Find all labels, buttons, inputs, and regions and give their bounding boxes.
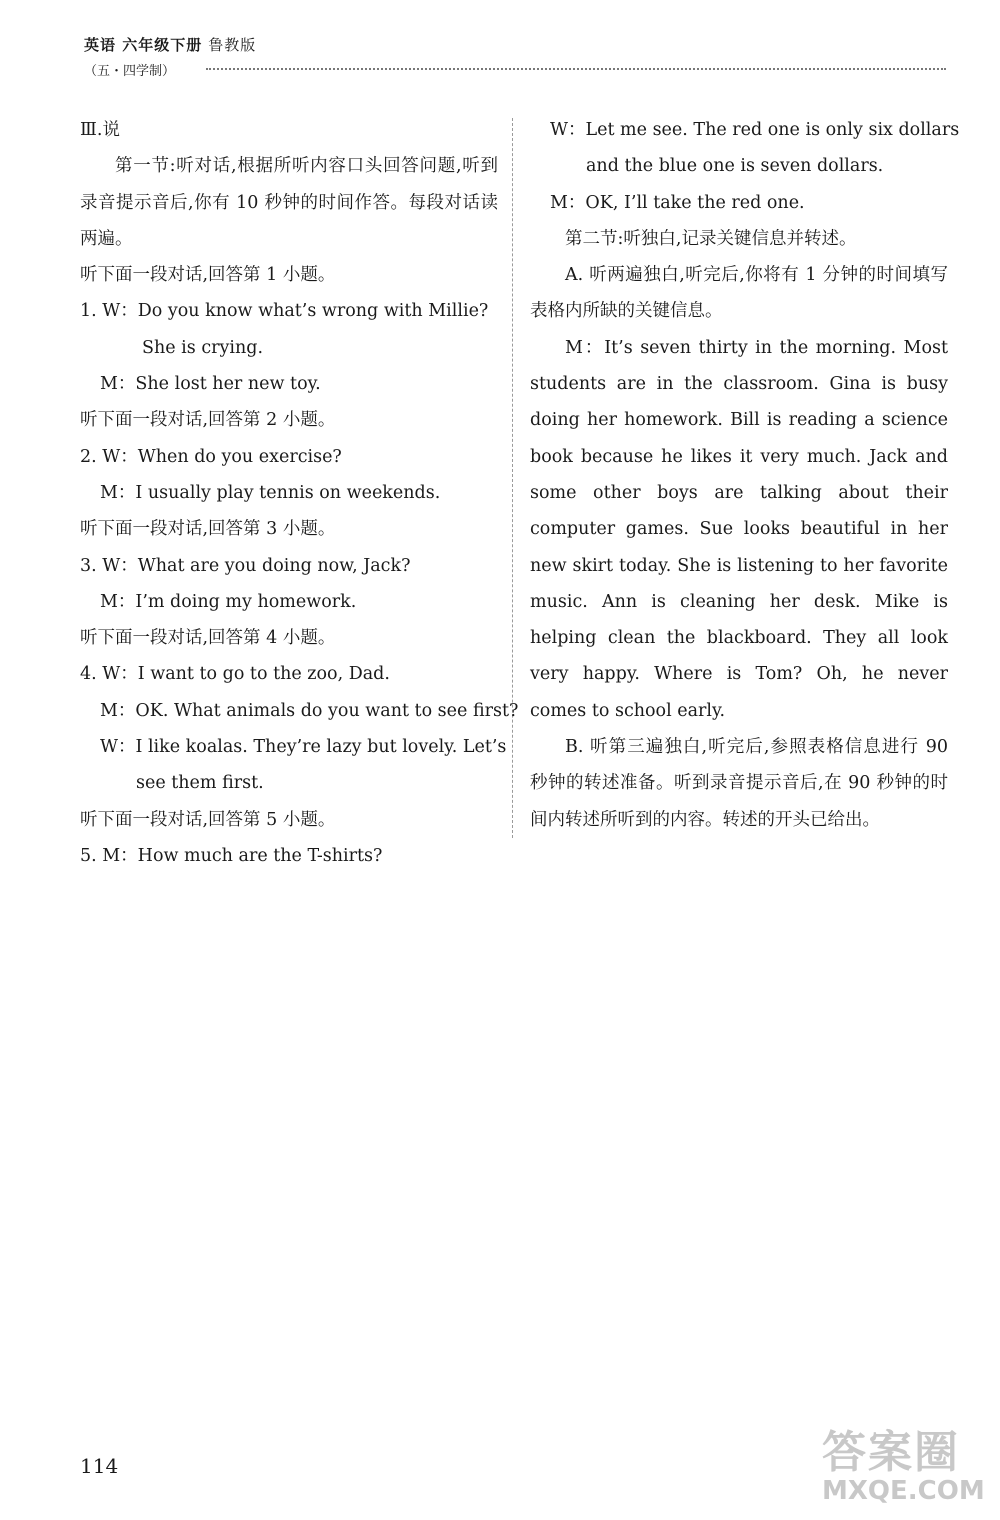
book-title: 英语 六年级下册 <box>84 36 203 54</box>
q4-woman-line: 4. W：I want to go to the zoo, Dad. <box>80 664 390 685</box>
q2-woman-line: 2. W：When do you exercise? <box>80 446 342 467</box>
section-heading: Ⅲ.说 <box>80 120 120 140</box>
section1-instructions: 第一节:听对话,根据所听内容口头回答问题,听到录音提示音后,你有 10 秒钟的时间作答。每段对话读两遍。 <box>80 156 498 249</box>
q5-woman-line: W：Let me see. The red one is only six dollars <box>550 120 960 140</box>
q1-woman-line-2: She is crying. <box>142 337 264 358</box>
q5-prompt: 听下面一段对话,回答第 5 小题。 <box>80 809 336 830</box>
partB-instructions: B. 听第三遍独白,听完后,参照表格信息进行 90 秒钟的转述准备。听到录音提示音后,在 90 秒钟的时间内转述所听到的内容。转述的开头已给出。 <box>530 737 948 830</box>
q2-prompt: 听下面一段对话,回答第 2 小题。 <box>80 410 336 431</box>
q1-man-line: M：She lost her new toy. <box>100 374 321 395</box>
q5-man-line-2: M：OK, I’ll take the red one. <box>550 192 805 213</box>
page-number: 114 <box>80 1454 119 1478</box>
q5-woman-line-cont: and the blue one is seven dollars. <box>586 156 884 177</box>
header-title <box>84 34 256 55</box>
section2-heading: 第二节:听独白,记录关键信息并转述。 <box>565 228 857 249</box>
q4-prompt: 听下面一段对话,回答第 4 小题。 <box>80 628 336 649</box>
q1-woman-line: 1. W：Do you know what’s wrong with Millie? <box>80 301 489 322</box>
q5-man-line: 5. M：How much are the T-shirts? <box>80 845 383 866</box>
left-column <box>80 112 519 874</box>
q3-prompt: 听下面一段对话,回答第 3 小题。 <box>80 519 336 540</box>
header-rule <box>206 68 946 70</box>
q2-man-line: M：I usually play tennis on weekends. <box>100 482 441 503</box>
header-subtitle: （五・四学制） <box>84 64 176 79</box>
right-column <box>530 112 960 838</box>
watermark-logo <box>822 1416 985 1506</box>
q3-man-line: M：I’m doing my homework. <box>100 591 357 612</box>
q4-man-line: M：OK. What animals do you want to see first? <box>100 700 519 721</box>
q3-woman-line: 3. W：What are you doing now, Jack? <box>80 555 411 576</box>
column-divider <box>512 118 513 838</box>
partA-instructions: A. 听两遍独白,听完后,你将有 1 分钟的时间填写表格内所缺的关键信息。 <box>530 265 948 322</box>
edition-label: 鲁教版 <box>208 36 257 54</box>
watermark-text: 答案圈 <box>822 1427 960 1478</box>
watermark-url: MXQE.COM <box>822 1476 985 1506</box>
q1-prompt: 听下面一段对话,回答第 1 小题。 <box>80 265 336 286</box>
q4-woman-line-2: W：I like koalas. They’re lazy but lovely. Let’s <box>100 737 507 758</box>
monologue-text: M：It’s seven thirty in the morning. Most students are in the classroom. Gina is busy doing her homework. Bill is reading a science book because he likes it very much. Jack and some other boys are talking about their computer games. Sue looks beautiful in her new skirt today. She is listening to her favorite music. Ann is cleaning her desk. Mike is helping clean the blackboard. They all look very happy. Where is Tom? Oh, he never comes to school early. <box>530 337 948 721</box>
q4-woman-line-2-cont: see them first. <box>136 773 264 794</box>
